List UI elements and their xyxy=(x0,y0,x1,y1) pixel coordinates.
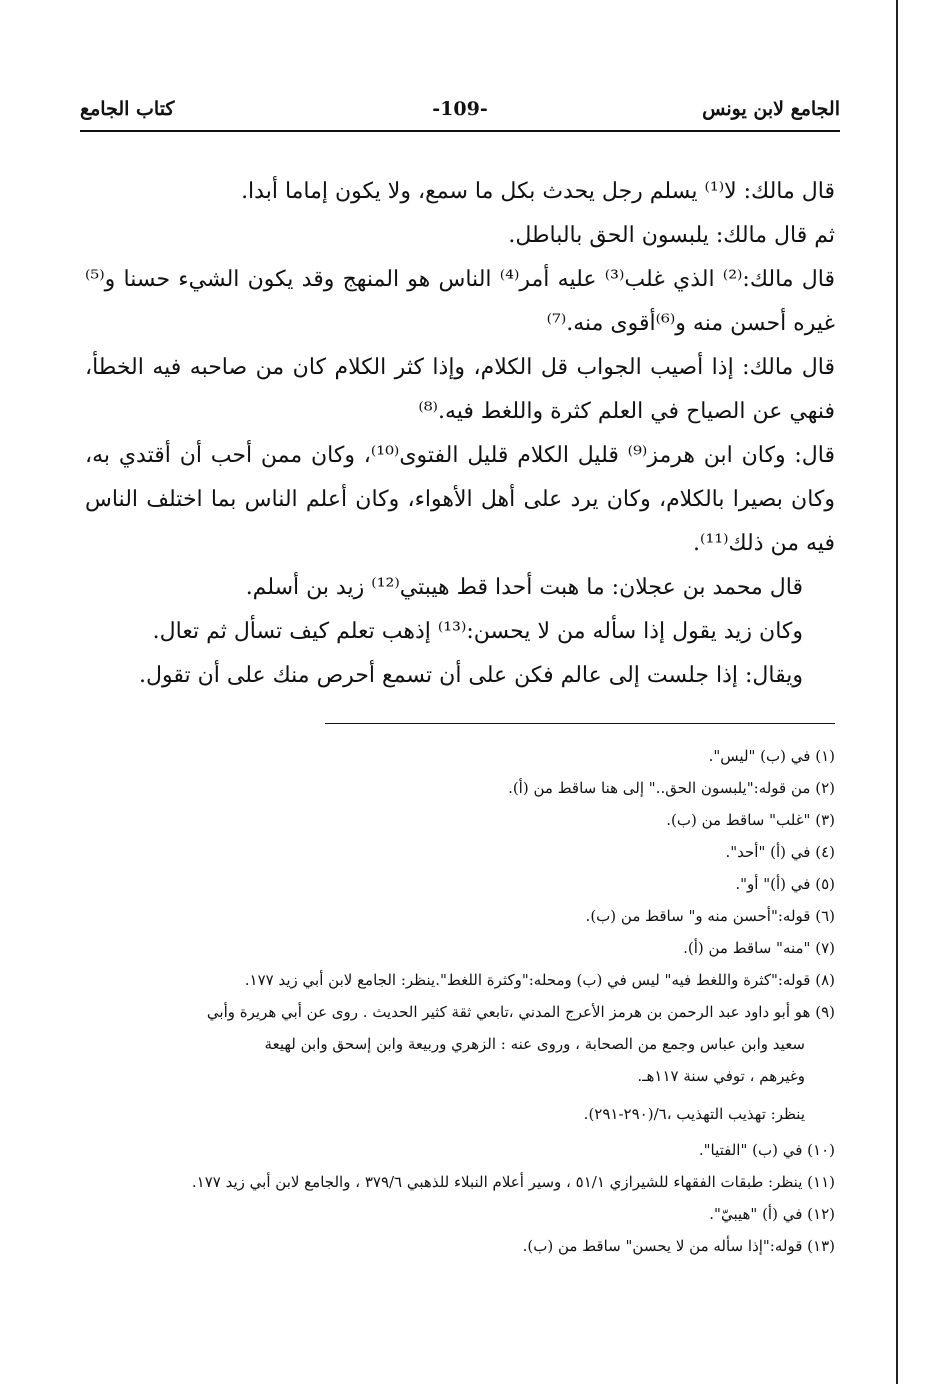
footnote: (٥) في (أ)" أو". xyxy=(735,875,835,893)
footnote: (٢) من قوله:"يلبسون الحق.." إلى هنا ساقط من (أ). xyxy=(508,779,835,797)
footnote: (١) في (ب) "ليس". xyxy=(708,747,835,765)
main-text xyxy=(85,170,835,698)
paragraph: قال مالك:⁽²⁾ الذي غلب⁽³⁾ عليه أمر⁽⁴⁾ الناس هو المنهج وقد يكون الشيء حسنا و⁽⁵⁾غيره أحسن منه و⁽⁶⁾أقوى منه.⁽⁷⁾ xyxy=(85,267,835,336)
paragraph: قال: وكان ابن هرمز⁽⁹⁾ قليل الكلام قليل الفتوى⁽¹⁰⁾، وكان ممن أحب أن أقتدي به، وكان بصيرا بالكلام، وكان يرد على أهل الأهواء، وكان أعلم الناس بما اختلف الناس فيه من ذلك⁽¹¹⁾. xyxy=(85,443,836,556)
footnote: (١٠) في (ب) "الفتيا". xyxy=(698,1141,835,1159)
page-edge-line xyxy=(896,0,898,1384)
footnote: (١٣) قوله:"إذا سأله من لا يحسن" ساقط من (ب). xyxy=(522,1237,835,1255)
paragraph: ثم قال مالك: يلبسون الحق بالباطل. xyxy=(508,223,835,248)
footnote: (١٢) في (أ) "هيبيّ". xyxy=(709,1205,835,1223)
footnote-reference: ينظر: تهذيب التهذيب ،٦/(٢٩٠-٢٩١). xyxy=(583,1105,805,1123)
footnote-continuation: وغيرهم ، توفي سنة ١١٧هـ. xyxy=(637,1067,805,1085)
header-chapter-title: كتاب الجامع xyxy=(80,98,175,120)
footnote-continuation: سعيد وابن عباس وجمع من الصحابة ، وروى عنه : الزهري وربيعة وابن إسحق وابن لهيعة xyxy=(264,1035,805,1053)
footnote: (٣) "غلب" ساقط من (ب). xyxy=(666,811,835,829)
paragraph: قال مالك: لا⁽¹⁾ يسلم رجل يحدث بكل ما سمع، ولا يكون إماما أبدا. xyxy=(241,179,835,204)
book-page xyxy=(60,0,860,1384)
page-number: -109- xyxy=(432,98,488,120)
footnote: (١١) ينظر: طبقات الفقهاء للشيرازي ٥١/١ ، وسير أعلام النبلاء للذهبي ٣٧٩/٦ ، والجامع لابن أبي زيد ١٧٧. xyxy=(191,1173,835,1191)
paragraph: وكان زيد يقول إذا سأله من لا يحسن:⁽¹³⁾ إذهب تعلم كيف تسأل ثم تعال. xyxy=(152,619,803,644)
footnote: (٤) في (أ) "أحد". xyxy=(725,843,835,861)
header-rule xyxy=(80,130,840,132)
footnote: (٧) "منه" ساقط من (أ). xyxy=(683,939,835,957)
paragraph: قال محمد بن عجلان: ما هبت أحدا قط هيبتي⁽¹²⁾ زيد بن أسلم. xyxy=(245,575,803,600)
running-header xyxy=(80,98,840,128)
footnotes xyxy=(80,740,835,1262)
footnote: (٩) هو أبو داود عبد الرحمن بن هرمز الأعرج المدني ،تابعي ثقة كثير الحديث . روى عن أبي هريرة وأبي xyxy=(206,1003,835,1021)
footnote-separator xyxy=(325,723,835,724)
footnote: (٦) قوله:"أحسن منه و" ساقط من (ب). xyxy=(585,907,835,925)
paragraph: قال مالك: إذا أصيب الجواب قل الكلام، وإذا كثر الكلام كان من صاحبه فيه الخطأ، فنهي عن الصياح في العلم كثرة واللغط فيه.⁽⁸⁾ xyxy=(85,355,835,424)
header-book-title: الجامع لابن يونس xyxy=(702,98,840,120)
footnote: (٨) قوله:"كثرة واللغط فيه" ليس في (ب) ومحله:"وكثرة اللغط".ينظر: الجامع لابن أبي زيد ١٧٧. xyxy=(244,971,835,989)
paragraph: ويقال: إذا جلست إلى عالم فكن على أن تسمع أحرص منك على أن تقول. xyxy=(139,663,803,688)
